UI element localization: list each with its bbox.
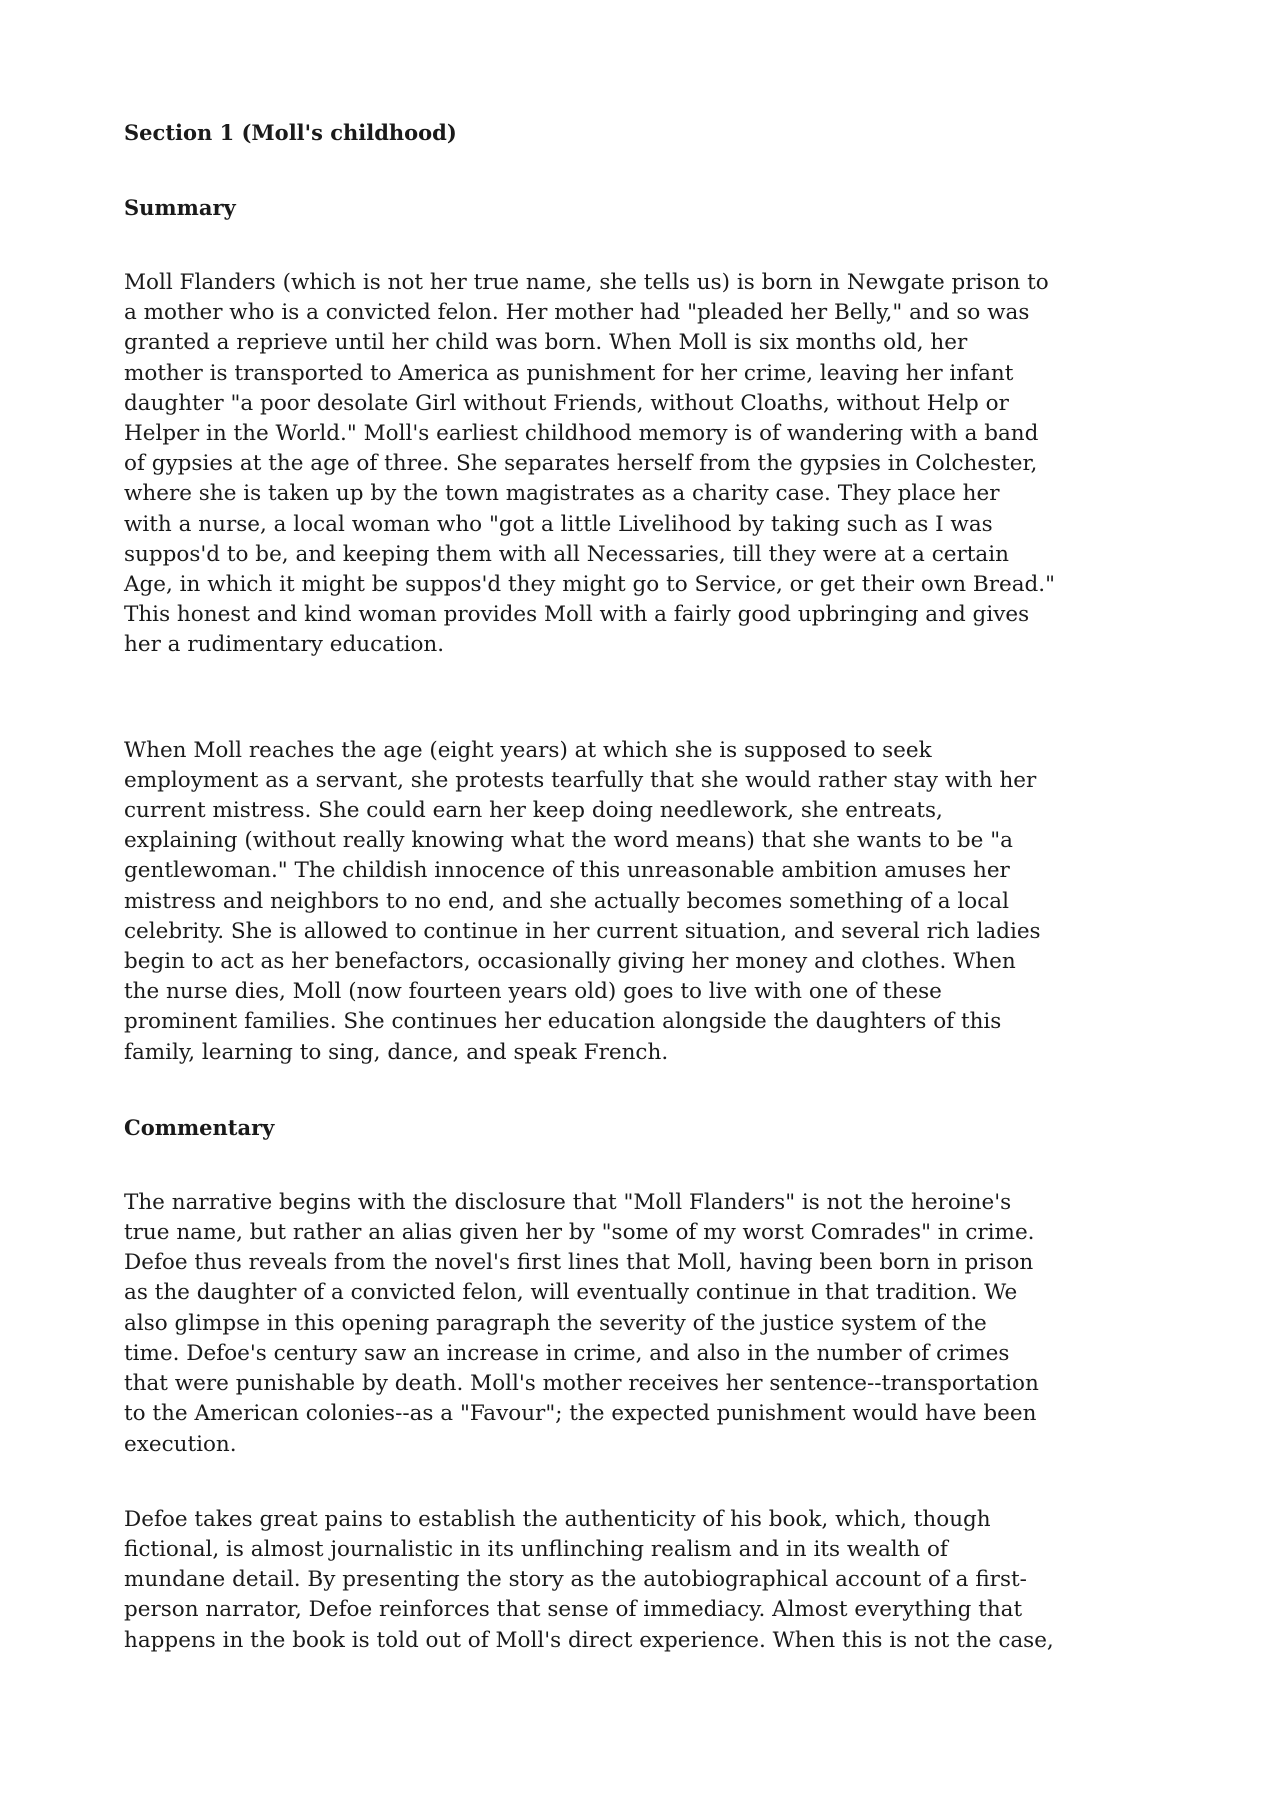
commentary-paragraph-2: Defoe takes great pains to establish the authenticity of his book, which, though fictional, is almost journalistic in its unflinching realism and in its wealth of mundane detail. By presenting the story as the autobiographical account of a first- person narrator, Defoe reinforces that sense of immediacy. Almost everything that happens in the book is told out of Moll's direct experience. When this is not the case,	[124, 1506, 1054, 1653]
summary-heading: Summary	[124, 195, 236, 220]
commentary-paragraph-1: The narrative begins with the disclosure that "Moll Flanders" is not the heroine's true name, but rather an alias given her by "some of my worst Comrades" in crime. Defoe thus reveals from the novel's first lines that Moll, having been born in prison as the daughter of a convicted felon, will eventually continue in that tradition. We also glimpse in this opening paragraph the severity of the justice system of the time. Defoe's century saw an increase in crime, and also in the number of crimes that were punishable by death. Moll's mother receives her sentence--transportation to the American colonies--as a "Favour"; the expected punishment would have been execution.	[124, 1189, 1039, 1457]
summary-paragraph-2: When Moll reaches the age (eight years) at which she is supposed to seek employment as a servant, she protests tearfully that she would rather stay with her current mistress. She could earn her keep doing needlework, she entreats, explaining (without really knowing what the word means) that she wants to be "a gentlewoman." The childish innocence of this unreasonable ambition amuses her mistress and neighbors to no end, and she actually becomes something of a local celebrity. She is allowed to continue in her current situation, and several rich ladies begin to act as her benefactors, occasionally giving her money and clothes. When the nurse dies, Moll (now fourteen years old) goes to live with one of these prominent families. She continues her education alongside the daughters of this family, learning to sing, dance, and speak French.	[124, 737, 1041, 1065]
commentary-heading: Commentary	[124, 1114, 275, 1140]
summary-paragraph-1: Moll Flanders (which is not her true name, she tells us) is born in Newgate prison to a mother who is a convicted felon. Her mother had "pleaded her Belly," and so was granted a reprieve until her child was born. When Moll is six months old, her mother is transported to America as punishment for her crime, leaving her infant daughter "a poor desolate Girl without Friends, without Cloaths, without Help or Helper in the World." Moll's earliest childhood memory is of wandering with a band of gypsies at the age of three. She separates herself from the gypsies in Colchester, where she is taken up by the town magistrates as a charity case. They place her with a nurse, a local woman who "got a little Livelihood by taking such as I was suppos'd to be, and keeping them with all Necessaries, till they were at a certain Age, in which it might be suppos'd they might go to Service, or get their own Bread." This honest and kind woman provides Moll with a fairly good upbringing and gives her a rudimentary education.	[124, 270, 1056, 658]
document-page	[124, 118, 1184, 1656]
section-title: Section 1 (Moll's childhood)	[124, 120, 457, 145]
